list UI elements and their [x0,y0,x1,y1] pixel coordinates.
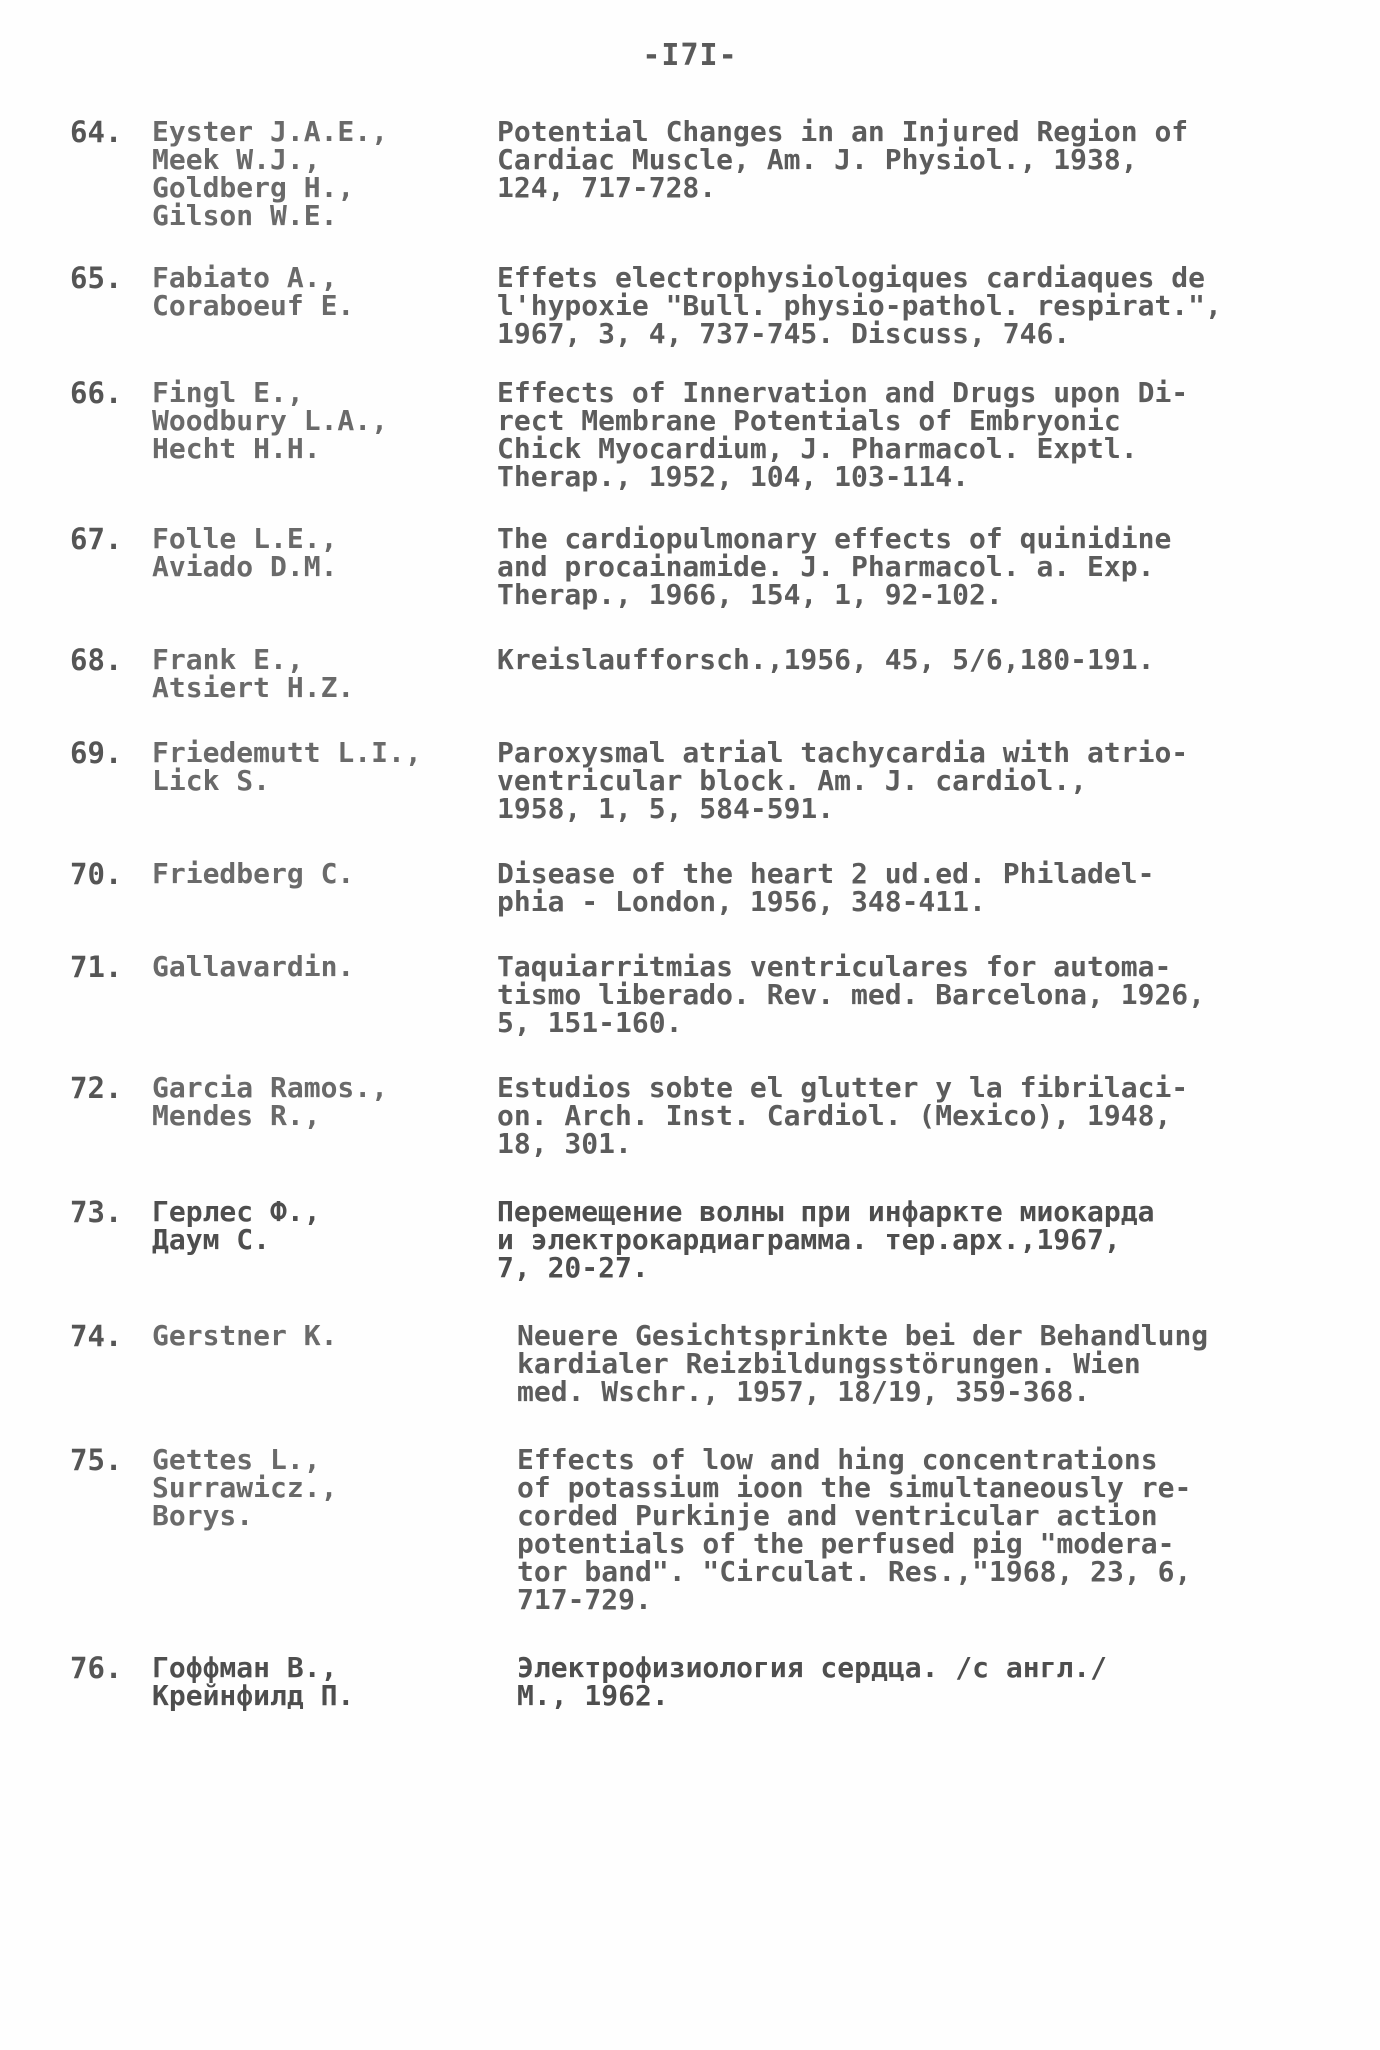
reference-number: 67. [70,522,123,556]
reference-number: 66. [70,376,123,410]
author-line: Gettes L., [152,1443,321,1476]
author-line: Surrawicz., [152,1471,338,1504]
reference-authors [152,1319,497,1352]
reference-authors [152,1443,497,1532]
title-line: Estudios sobte el glutter y la fibrilaci- [497,1071,1189,1104]
reference-authors [152,115,497,232]
reference-entry-68 [70,643,1320,704]
reference-authors [152,1071,497,1132]
reference-number: 64. [70,115,123,149]
reference-authors [152,643,497,704]
reference-entry-65 [70,261,1320,350]
title-line: Paroxysmal atrial tachycardia with atrio- [497,736,1189,769]
author-line: Гоффман В., [152,1651,338,1684]
title-line: Effects of Innervation and Drugs upon Di- [497,376,1189,409]
reference-title [497,1071,1320,1160]
title-line: l'hypoxie "Bull. physio-pathol. respirat.", [497,289,1222,322]
author-line: Friedberg C. [152,857,355,890]
title-line: 5, 151-160. [497,1006,683,1039]
title-line: Effects of low and hing concentrations [517,1443,1158,1476]
reference-number: 72. [70,1071,123,1105]
reference-title [497,1443,1320,1616]
reference-entry-69 [70,736,1320,825]
author-line: Aviado D.M. [152,550,338,583]
reference-authors [152,376,497,465]
reference-title [497,522,1320,611]
reference-title [497,1195,1320,1284]
title-line: и электрокардиаграмма. тер.арх.,1967, [497,1223,1121,1256]
author-line: Lick S. [152,764,271,797]
reference-title [497,1319,1320,1408]
reference-entry-72 [70,1071,1320,1160]
reference-authors [152,1195,497,1256]
author-line: Fingl E., [152,376,304,409]
title-line: Neuere Gesichtsprinkte bei der Behandlung [517,1319,1209,1352]
title-line: on. Arch. Inst. Cardiol. (Mexico), 1948, [497,1099,1172,1132]
title-line: 124, 717-728. [497,171,717,204]
reference-entry-64 [70,115,1320,232]
reference-title [497,261,1320,350]
reference-authors [152,736,497,797]
title-line: tor band". "Circulat. Res.,"1968, 23, 6, [517,1555,1192,1588]
title-line: potentials of the perfused pig "moderа- [517,1527,1175,1560]
author-line: Gallavardin. [152,950,355,983]
reference-entry-66 [70,376,1320,493]
reference-title [497,950,1320,1039]
reference-entry-76 [70,1651,1320,1712]
author-line: Fabiato A., [152,261,338,294]
title-line: 1967, 3, 4, 737-745. Discuss, 746. [497,317,1071,350]
author-line: Крейнфилд П. [152,1679,355,1712]
title-line: tismo liberado. Rev. med. Barcelona, 1926, [497,978,1206,1011]
author-line: Borys. [152,1499,254,1532]
author-line: Friedemutt L.I., [152,736,422,769]
reference-title [497,115,1320,204]
reference-title [497,376,1320,493]
page-number: -I7I- [642,38,738,73]
reference-number: 70. [70,857,123,891]
reference-authors [152,522,497,583]
reference-title [497,1651,1320,1712]
reference-number: 75. [70,1443,123,1477]
author-line: Eyster J.A.E., [152,115,389,148]
author-line: Даум С. [152,1223,271,1256]
reference-entry-67 [70,522,1320,611]
reference-number: 69. [70,736,123,770]
title-line: rect Membrane Potentials of Embryonic [497,404,1121,437]
author-line: Frank E., [152,643,304,676]
title-line: Therap., 1952, 104, 103-114. [497,460,970,493]
title-line: 717-729. [517,1583,652,1616]
author-line: Goldberg H., [152,171,355,204]
reference-number: 65. [70,261,123,295]
reference-title [497,857,1320,918]
title-line: Therap., 1966, 154, 1, 92-102. [497,578,1003,611]
title-line: 18, 301. [497,1127,632,1160]
author-line: Gerstner K. [152,1319,338,1352]
title-line: kardialer Reizbildungsstörungen. Wien [517,1347,1141,1380]
title-line: М., 1962. [517,1679,669,1712]
title-line: Disease of the heart 2 ud.ed. Philadel- [497,857,1155,890]
author-line: Gilson W.E. [152,199,338,232]
title-line: med. Wschr., 1957, 18/19, 359-368. [517,1375,1091,1408]
reference-entry-71 [70,950,1320,1039]
title-line: Chick Myocardium, J. Pharmacol. Exptl. [497,432,1138,465]
author-line: Hecht H.H. [152,432,321,465]
author-line: Mendes R., [152,1099,321,1132]
title-line: phia - London, 1956, 348-411. [497,885,986,918]
title-line: Cardiac Muscle, Am. J. Physiol., 1938, [497,143,1138,176]
title-line: Taquiarritmias ventriculares for automa- [497,950,1172,983]
title-line: Перемещение волны при инфаркте миокарда [497,1195,1155,1228]
title-line: Effets electrophysiologiques cardiaques de [497,261,1206,294]
author-line: Garcia Ramos., [152,1071,389,1104]
reference-number: 73. [70,1195,123,1229]
title-line: corded Purkinje and ventricular action [517,1499,1158,1532]
reference-list [70,115,1320,1712]
author-line: Atsiert H.Z. [152,671,355,704]
reference-number: 68. [70,643,123,677]
title-line: ventricular block. Am. J. cardiol., [497,764,1088,797]
reference-authors [152,950,497,983]
reference-number: 76. [70,1651,123,1685]
reference-authors [152,1651,497,1712]
author-line: Coraboeuf E. [152,289,355,322]
reference-entry-75 [70,1443,1320,1616]
reference-entry-74 [70,1319,1320,1408]
reference-authors [152,261,497,322]
author-line: Meek W.J., [152,143,321,176]
reference-number: 71. [70,950,123,984]
title-line: Potential Changes in an Injured Region of [497,115,1189,148]
reference-title [497,643,1320,676]
title-line: Электрофизиология сердца. /с англ./ [517,1651,1108,1684]
title-line: of potassium ioon the simultaneously re- [517,1471,1192,1504]
title-line: and procainamide. J. Pharmacol. a. Exp. [497,550,1155,583]
reference-number: 74. [70,1319,123,1353]
title-line: 7, 20-27. [497,1251,649,1284]
title-line: 1958, 1, 5, 584-591. [497,792,835,825]
reference-entry-70 [70,857,1320,918]
author-line: Woodbury L.A., [152,404,389,437]
title-line: Kreislaufforsch.,1956, 45, 5/6,180-191. [497,643,1155,676]
author-line: Folle L.E., [152,522,338,555]
reference-authors [152,857,497,890]
reference-title [497,736,1320,825]
reference-entry-73 [70,1195,1320,1284]
title-line: The cardiopulmonary effects of quinidine [497,522,1172,555]
author-line: Герлес Ф., [152,1195,321,1228]
